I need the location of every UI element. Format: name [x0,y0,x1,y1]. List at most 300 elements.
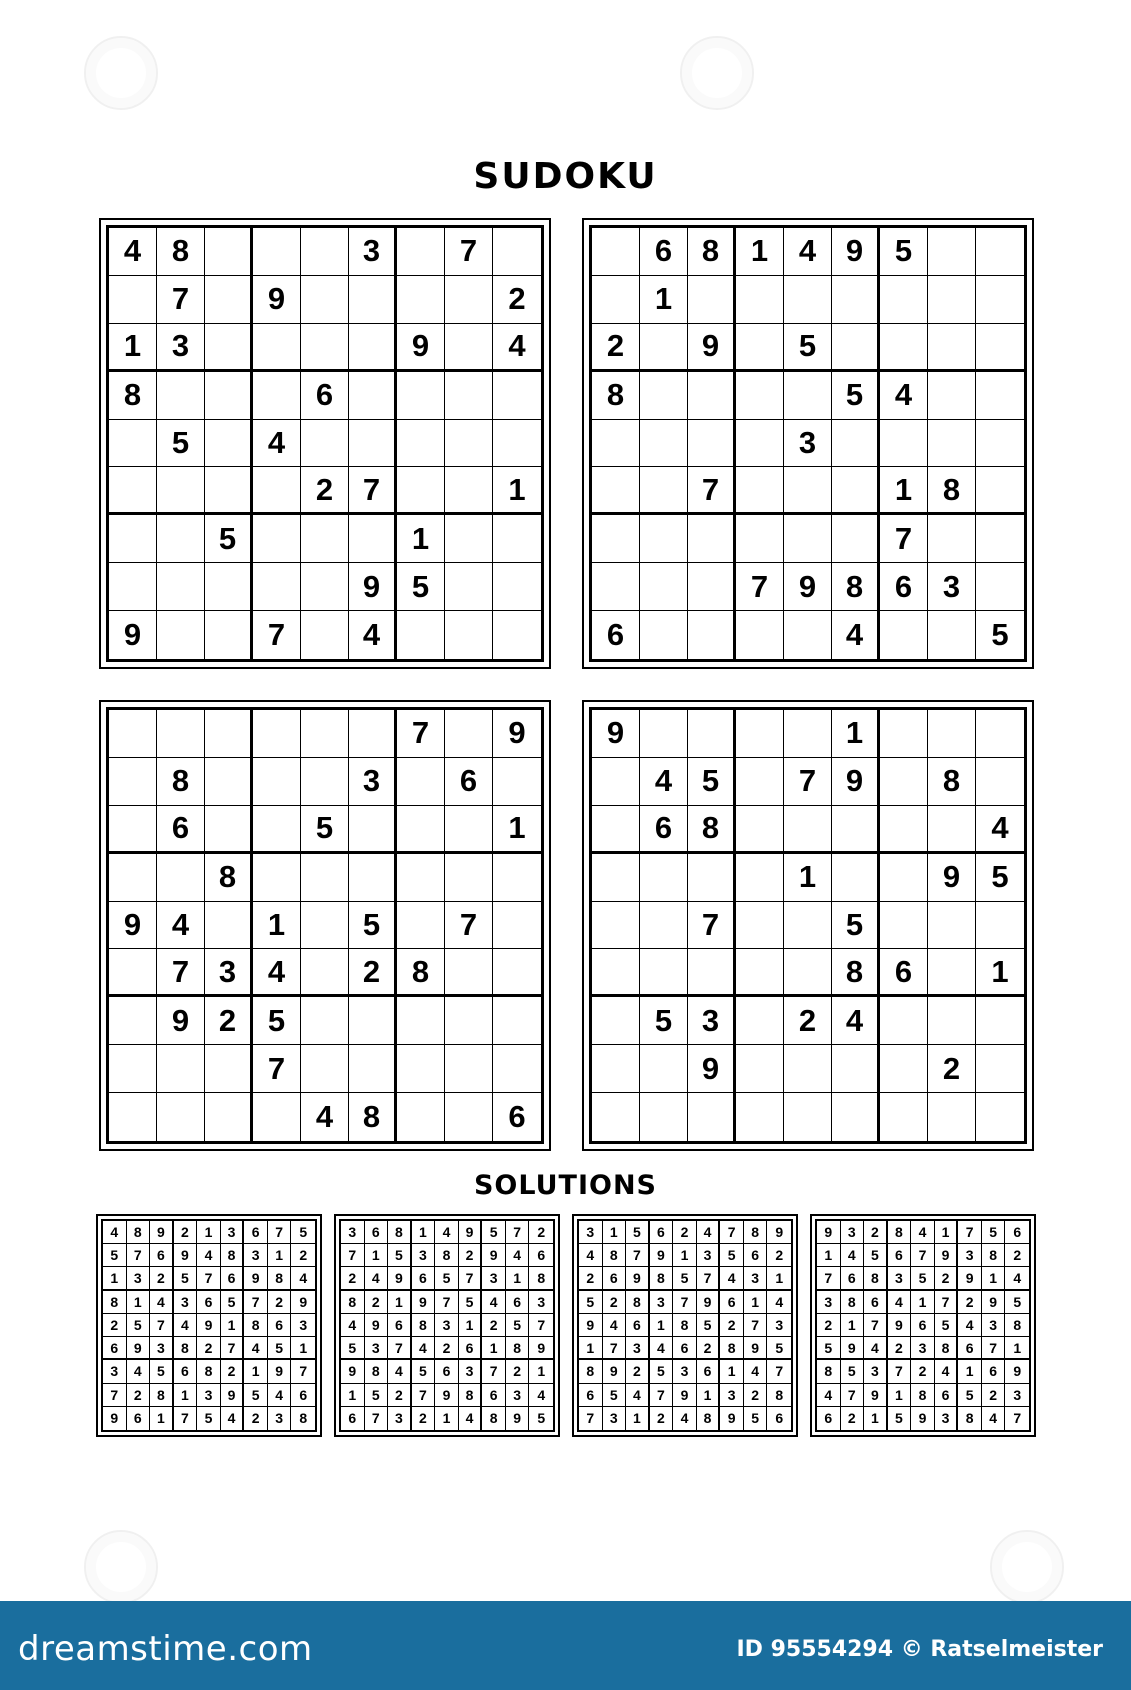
sudoku-cell[interactable] [397,902,445,950]
sudoku-cell[interactable]: 8 [592,372,640,420]
sudoku-cell[interactable] [493,949,541,997]
sudoku-cell[interactable] [640,324,688,372]
sudoku-cell[interactable]: 9 [109,611,157,659]
sudoku-cell[interactable] [928,611,976,659]
sudoku-cell[interactable] [736,997,784,1045]
sudoku-cell[interactable] [397,758,445,806]
sudoku-cell[interactable] [445,324,493,372]
sudoku-cell[interactable] [205,1093,253,1141]
sudoku-cell[interactable]: 7 [445,228,493,276]
sudoku-cell[interactable] [253,758,301,806]
sudoku-cell[interactable] [205,372,253,420]
sudoku-cell[interactable]: 2 [784,997,832,1045]
sudoku-cell[interactable]: 1 [880,467,928,515]
sudoku-cell[interactable] [976,228,1024,276]
sudoku-cell[interactable] [397,228,445,276]
sudoku-cell[interactable]: 7 [397,710,445,758]
sudoku-cell[interactable] [445,949,493,997]
sudoku-cell[interactable] [493,611,541,659]
sudoku-cell[interactable] [640,1045,688,1093]
sudoku-cell[interactable] [688,515,736,563]
sudoku-cell[interactable] [928,420,976,468]
sudoku-cell[interactable]: 6 [880,563,928,611]
sudoku-cell[interactable] [205,420,253,468]
sudoku-cell[interactable]: 8 [928,467,976,515]
sudoku-cell[interactable]: 7 [880,515,928,563]
sudoku-cell[interactable] [397,1045,445,1093]
sudoku-cell[interactable] [157,710,205,758]
sudoku-cell[interactable]: 8 [832,949,880,997]
sudoku-cell[interactable] [445,372,493,420]
sudoku-cell[interactable]: 7 [445,902,493,950]
sudoku-cell[interactable]: 7 [688,467,736,515]
sudoku-cell[interactable]: 5 [205,515,253,563]
sudoku-cell[interactable] [880,1045,928,1093]
sudoku-cell[interactable]: 9 [688,1045,736,1093]
sudoku-cell[interactable] [640,563,688,611]
sudoku-cell[interactable] [253,324,301,372]
sudoku-cell[interactable]: 1 [640,276,688,324]
sudoku-cell[interactable] [880,806,928,854]
sudoku-cell[interactable] [736,324,784,372]
sudoku-cell[interactable] [397,611,445,659]
sudoku-cell[interactable] [928,228,976,276]
sudoku-cell[interactable]: 7 [736,563,784,611]
sudoku-cell[interactable]: 4 [253,420,301,468]
sudoku-cell[interactable] [397,420,445,468]
sudoku-cell[interactable] [109,997,157,1045]
sudoku-cell[interactable]: 9 [349,563,397,611]
sudoku-cell[interactable] [205,611,253,659]
sudoku-cell[interactable] [445,1045,493,1093]
sudoku-cell[interactable]: 8 [832,563,880,611]
sudoku-cell[interactable]: 2 [349,949,397,997]
sudoku-cell[interactable]: 3 [784,420,832,468]
sudoku-cell[interactable] [736,276,784,324]
sudoku-cell[interactable] [493,563,541,611]
sudoku-cell[interactable]: 3 [349,228,397,276]
sudoku-cell[interactable] [928,902,976,950]
sudoku-cell[interactable]: 5 [832,902,880,950]
sudoku-cell[interactable] [832,854,880,902]
sudoku-cell[interactable] [592,758,640,806]
sudoku-cell[interactable]: 5 [301,806,349,854]
sudoku-cell[interactable] [349,324,397,372]
sudoku-cell[interactable]: 1 [397,515,445,563]
sudoku-cell[interactable]: 1 [493,467,541,515]
sudoku-cell[interactable] [640,710,688,758]
sudoku-cell[interactable] [640,854,688,902]
sudoku-cell[interactable] [205,467,253,515]
sudoku-cell[interactable]: 6 [445,758,493,806]
sudoku-cell[interactable] [688,854,736,902]
sudoku-cell[interactable]: 7 [784,758,832,806]
sudoku-cell[interactable] [205,806,253,854]
sudoku-cell[interactable] [784,1045,832,1093]
sudoku-cell[interactable] [784,515,832,563]
sudoku-cell[interactable] [640,420,688,468]
sudoku-cell[interactable] [640,611,688,659]
sudoku-cell[interactable] [784,467,832,515]
sudoku-cell[interactable]: 9 [397,324,445,372]
sudoku-cell[interactable]: 7 [157,276,205,324]
sudoku-cell[interactable] [592,420,640,468]
sudoku-cell[interactable] [832,420,880,468]
sudoku-cell[interactable] [493,515,541,563]
sudoku-cell[interactable]: 6 [640,228,688,276]
sudoku-cell[interactable] [592,949,640,997]
sudoku-cell[interactable] [109,276,157,324]
sudoku-cell[interactable] [301,420,349,468]
sudoku-cell[interactable]: 4 [301,1093,349,1141]
sudoku-cell[interactable] [445,997,493,1045]
sudoku-cell[interactable] [688,710,736,758]
sudoku-cell[interactable] [976,467,1024,515]
sudoku-cell[interactable] [880,611,928,659]
sudoku-cell[interactable] [736,710,784,758]
sudoku-cell[interactable]: 6 [880,949,928,997]
sudoku-cell[interactable] [445,1093,493,1141]
sudoku-cell[interactable] [349,276,397,324]
sudoku-cell[interactable]: 4 [976,806,1024,854]
sudoku-cell[interactable] [784,276,832,324]
sudoku-cell[interactable]: 6 [157,806,205,854]
sudoku-cell[interactable] [253,372,301,420]
sudoku-cell[interactable]: 5 [349,902,397,950]
sudoku-cell[interactable] [445,806,493,854]
sudoku-cell[interactable]: 8 [109,372,157,420]
sudoku-cell[interactable] [784,710,832,758]
sudoku-cell[interactable] [301,515,349,563]
sudoku-cell[interactable] [592,467,640,515]
sudoku-cell[interactable] [493,228,541,276]
sudoku-cell[interactable] [493,758,541,806]
sudoku-cell[interactable] [301,902,349,950]
sudoku-cell[interactable] [928,372,976,420]
sudoku-cell[interactable] [253,563,301,611]
sudoku-cell[interactable] [928,710,976,758]
sudoku-cell[interactable]: 3 [205,949,253,997]
sudoku-cell[interactable] [976,515,1024,563]
sudoku-cell[interactable] [397,467,445,515]
sudoku-cell[interactable] [592,563,640,611]
sudoku-cell[interactable] [928,324,976,372]
sudoku-cell[interactable]: 9 [688,324,736,372]
sudoku-cell[interactable]: 5 [157,420,205,468]
sudoku-cell[interactable] [640,467,688,515]
sudoku-cell[interactable] [880,854,928,902]
sudoku-cell[interactable] [592,854,640,902]
sudoku-cell[interactable] [493,997,541,1045]
sudoku-cell[interactable] [157,1045,205,1093]
sudoku-cell[interactable] [349,806,397,854]
sudoku-cell[interactable]: 7 [253,1045,301,1093]
sudoku-cell[interactable]: 9 [253,276,301,324]
sudoku-cell[interactable] [349,854,397,902]
sudoku-cell[interactable] [253,228,301,276]
sudoku-cell[interactable] [445,563,493,611]
sudoku-cell[interactable] [445,276,493,324]
sudoku-cell[interactable] [397,997,445,1045]
sudoku-cell[interactable] [109,854,157,902]
sudoku-cell[interactable] [784,806,832,854]
sudoku-cell[interactable] [832,1093,880,1141]
sudoku-cell[interactable] [445,515,493,563]
sudoku-cell[interactable] [832,1045,880,1093]
sudoku-cell[interactable] [397,854,445,902]
sudoku-cell[interactable]: 6 [508,1099,526,1135]
sudoku-cell[interactable] [928,276,976,324]
sudoku-cell[interactable]: 1 [736,228,784,276]
sudoku-cell[interactable] [736,1045,784,1093]
sudoku-cell[interactable] [109,806,157,854]
sudoku-cell[interactable]: 5 [832,372,880,420]
sudoku-cell[interactable] [736,854,784,902]
sudoku-cell[interactable] [397,276,445,324]
sudoku-cell[interactable] [832,515,880,563]
sudoku-cell[interactable]: 5 [397,563,445,611]
sudoku-cell[interactable] [928,949,976,997]
sudoku-cell[interactable] [688,949,736,997]
sudoku-cell[interactable] [349,420,397,468]
sudoku-cell[interactable] [157,563,205,611]
sudoku-cell[interactable] [253,1093,301,1141]
sudoku-cell[interactable] [976,372,1024,420]
sudoku-cell[interactable]: 5 [688,758,736,806]
sudoku-cell[interactable] [205,228,253,276]
sudoku-cell[interactable] [976,902,1024,950]
sudoku-cell[interactable]: 4 [640,758,688,806]
sudoku-cell[interactable] [640,515,688,563]
sudoku-cell[interactable]: 4 [880,372,928,420]
sudoku-cell[interactable]: 3 [349,758,397,806]
sudoku-cell[interactable] [880,1093,928,1141]
sudoku-cell[interactable] [784,611,832,659]
sudoku-cell[interactable] [832,467,880,515]
sudoku-cell[interactable] [976,758,1024,806]
sudoku-cell[interactable]: 2 [493,276,541,324]
sudoku-cell[interactable] [205,710,253,758]
sudoku-cell[interactable] [205,902,253,950]
sudoku-cell[interactable]: 1 [253,902,301,950]
sudoku-cell[interactable] [301,563,349,611]
sudoku-cell[interactable] [253,710,301,758]
sudoku-cell[interactable]: 9 [832,758,880,806]
sudoku-cell[interactable] [592,228,640,276]
sudoku-cell[interactable] [832,276,880,324]
sudoku-cell[interactable] [397,372,445,420]
sudoku-cell[interactable] [493,854,541,902]
sudoku-cell[interactable]: 8 [205,854,253,902]
sudoku-cell[interactable]: 5 [784,324,832,372]
sudoku-cell[interactable]: 9 [109,902,157,950]
sudoku-cell[interactable] [109,420,157,468]
sudoku-cell[interactable] [253,806,301,854]
sudoku-cell[interactable] [880,997,928,1045]
sudoku-cell[interactable] [301,854,349,902]
sudoku-cell[interactable] [928,1093,976,1141]
sudoku-cell[interactable] [736,467,784,515]
sudoku-cell[interactable] [736,611,784,659]
sudoku-cell[interactable] [928,997,976,1045]
sudoku-cell[interactable]: 8 [928,758,976,806]
sudoku-cell[interactable]: 1 [109,324,157,372]
sudoku-cell[interactable] [880,324,928,372]
sudoku-cell[interactable] [592,997,640,1045]
sudoku-cell[interactable] [157,515,205,563]
sudoku-cell[interactable]: 8 [349,1093,397,1141]
sudoku-cell[interactable]: 2 [592,324,640,372]
sudoku-cell[interactable] [880,758,928,806]
sudoku-cell[interactable] [592,902,640,950]
sudoku-cell[interactable]: 8 [157,758,205,806]
sudoku-cell[interactable] [109,1045,157,1093]
sudoku-cell[interactable] [784,1093,832,1141]
sudoku-cell[interactable] [301,710,349,758]
sudoku-cell[interactable]: 6 [640,806,688,854]
sudoku-cell[interactable] [688,563,736,611]
sudoku-cell[interactable]: 7 [157,949,205,997]
sudoku-cell[interactable] [736,420,784,468]
sudoku-cell[interactable] [880,420,928,468]
sudoku-cell[interactable] [688,611,736,659]
sudoku-cell[interactable]: 4 [109,228,157,276]
sudoku-cell[interactable]: 5 [253,997,301,1045]
sudoku-cell[interactable] [592,806,640,854]
sudoku-cell[interactable] [157,372,205,420]
sudoku-cell[interactable] [688,1093,736,1141]
sudoku-cell[interactable] [205,1045,253,1093]
sudoku-cell[interactable]: 3 [157,324,205,372]
sudoku-cell[interactable] [976,563,1024,611]
sudoku-cell[interactable] [301,949,349,997]
sudoku-cell[interactable]: 9 [493,710,541,758]
sudoku-cell[interactable] [640,949,688,997]
sudoku-cell[interactable]: 6 [592,611,640,659]
sudoku-cell[interactable] [976,710,1024,758]
sudoku-cell[interactable] [976,420,1024,468]
sudoku-cell[interactable] [832,806,880,854]
sudoku-cell[interactable]: 1 [493,806,541,854]
sudoku-cell[interactable]: 8 [397,949,445,997]
sudoku-cell[interactable]: 4 [157,902,205,950]
sudoku-cell[interactable] [205,563,253,611]
sudoku-cell[interactable] [301,1045,349,1093]
sudoku-cell[interactable] [736,1093,784,1141]
sudoku-cell[interactable]: 7 [688,902,736,950]
sudoku-cell[interactable] [736,372,784,420]
sudoku-cell[interactable] [592,276,640,324]
sudoku-cell[interactable] [493,372,541,420]
sudoku-cell[interactable] [349,372,397,420]
sudoku-cell[interactable] [301,758,349,806]
sudoku-cell[interactable] [445,854,493,902]
sudoku-cell[interactable] [928,806,976,854]
sudoku-cell[interactable]: 2 [205,997,253,1045]
sudoku-cell[interactable] [205,324,253,372]
sudoku-cell[interactable] [880,902,928,950]
sudoku-cell[interactable]: 9 [157,997,205,1045]
sudoku-cell[interactable] [880,276,928,324]
sudoku-cell[interactable] [976,997,1024,1045]
sudoku-cell[interactable] [928,515,976,563]
sudoku-cell[interactable] [640,1093,688,1141]
sudoku-cell[interactable] [976,1045,1024,1093]
sudoku-cell[interactable] [301,324,349,372]
sudoku-cell[interactable] [109,710,157,758]
sudoku-cell[interactable] [493,902,541,950]
sudoku-cell[interactable] [397,806,445,854]
sudoku-cell[interactable] [109,467,157,515]
sudoku-cell[interactable]: 4 [493,324,541,372]
sudoku-cell[interactable]: 7 [253,611,301,659]
sudoku-cell[interactable] [976,1093,1024,1141]
sudoku-cell[interactable]: 9 [832,228,880,276]
sudoku-cell[interactable]: 8 [688,806,736,854]
sudoku-cell[interactable]: 4 [253,949,301,997]
sudoku-cell[interactable]: 1 [976,949,1024,997]
sudoku-cell[interactable] [301,611,349,659]
sudoku-cell[interactable]: 5 [640,997,688,1045]
sudoku-cell[interactable] [832,324,880,372]
sudoku-cell[interactable] [157,854,205,902]
sudoku-cell[interactable] [349,997,397,1045]
sudoku-cell[interactable] [301,997,349,1045]
sudoku-cell[interactable] [445,710,493,758]
sudoku-cell[interactable] [493,420,541,468]
sudoku-cell[interactable] [592,1093,640,1141]
sudoku-cell[interactable] [205,276,253,324]
sudoku-cell[interactable]: 8 [157,228,205,276]
sudoku-cell[interactable] [253,515,301,563]
sudoku-cell[interactable] [784,372,832,420]
sudoku-cell[interactable] [736,806,784,854]
sudoku-cell[interactable] [784,949,832,997]
sudoku-cell[interactable] [109,515,157,563]
sudoku-cell[interactable] [205,758,253,806]
sudoku-cell[interactable] [109,949,157,997]
sudoku-cell[interactable]: 3 [928,563,976,611]
sudoku-cell[interactable]: 2 [928,1045,976,1093]
sudoku-cell[interactable] [301,228,349,276]
sudoku-cell[interactable] [736,515,784,563]
sudoku-cell[interactable] [592,515,640,563]
sudoku-cell[interactable]: 9 [928,854,976,902]
sudoku-cell[interactable] [109,563,157,611]
sudoku-cell[interactable] [445,467,493,515]
sudoku-cell[interactable] [157,1093,205,1141]
sudoku-cell[interactable] [109,1093,157,1141]
sudoku-cell[interactable]: 4 [349,611,397,659]
sudoku-cell[interactable] [445,611,493,659]
sudoku-cell[interactable] [976,324,1024,372]
sudoku-cell[interactable] [397,1093,445,1141]
sudoku-cell[interactable] [349,515,397,563]
sudoku-cell[interactable] [157,611,205,659]
sudoku-cell[interactable] [688,420,736,468]
sudoku-cell[interactable]: 1 [832,710,880,758]
sudoku-cell[interactable] [349,710,397,758]
sudoku-cell[interactable] [349,1045,397,1093]
sudoku-cell[interactable] [109,758,157,806]
sudoku-cell[interactable] [640,372,688,420]
sudoku-cell[interactable] [640,902,688,950]
sudoku-cell[interactable] [445,420,493,468]
sudoku-cell[interactable] [592,1045,640,1093]
sudoku-cell[interactable] [301,276,349,324]
sudoku-cell[interactable] [784,902,832,950]
sudoku-cell[interactable]: 8 [688,228,736,276]
